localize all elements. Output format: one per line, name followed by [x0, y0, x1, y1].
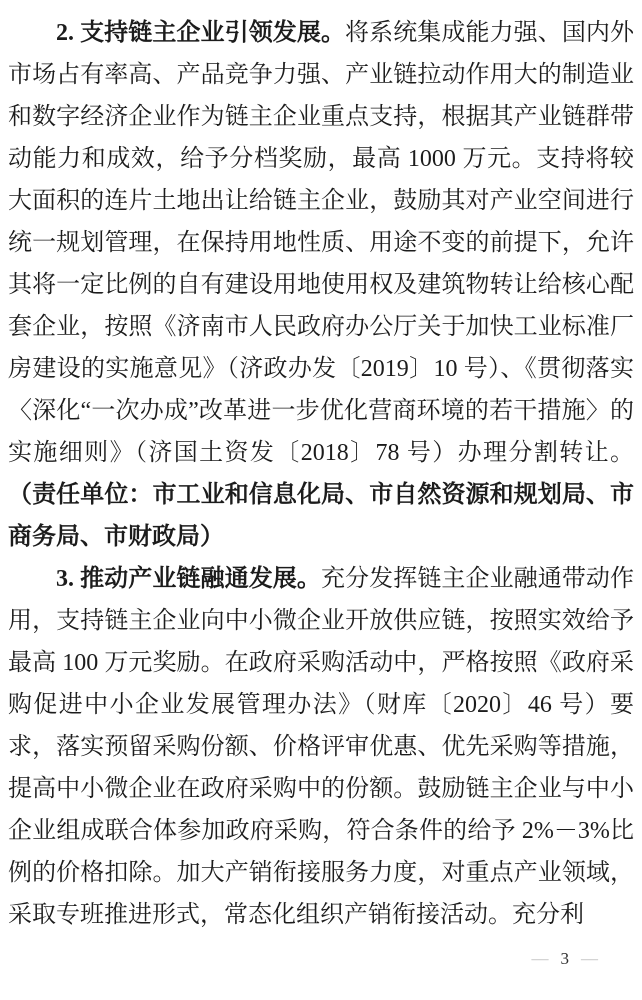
item-3-heading: 3. 推动产业链融通发展。 [56, 566, 321, 592]
page-footer [532, 949, 599, 969]
item-2-body-text: 将系统集成能力强、国内外市场占有率高、产品竞争力强、产业链拉动作用大的制造业和数字经济企业作为链主企业重点支持，根据其产业链群带动能力和成效，给予分档奖励，最高 1000 万元。支持将较大面积的连片土地出让给链主企业，鼓励其对产业空间进行统一规划管理，在保持用地性质、用途不变的前提下，允许其将一定比例的自有建设用地使用权及建筑物转让给核心配套企业，按照《济南市人民政府办公厅关于加快工业标准厂房建设的实施意见》（济政办发〔2019〕10 号）、《贯彻落实〈深化“一次办成”改革进一步优化营商环境的若干措施〉的实施细则》（济国土资发〔2018〕78 号）办理分割转让。 [8, 20, 635, 466]
document-body-text [8, 12, 634, 936]
paragraph-item-2 [8, 12, 634, 558]
item-2-responsible-units: （责任单位：市工业和信息化局、市自然资源和规划局、市商务局、市财政局） [8, 482, 634, 550]
item-2-heading: 2. 支持链主企业引领发展。 [56, 20, 346, 46]
footer-right-dash: — [581, 951, 598, 966]
page-number: 3 [560, 949, 569, 968]
footer-left-dash: — [531, 951, 549, 966]
item-3-body-text: 充分发挥链主企业融通带动作用，支持链主企业向中小微企业开放供应链，按照实效给予最高 100 万元奖励。在政府采购活动中，严格按照《政府采购促进中小企业发展管理办法》（财库〔2020〕46 号）要求，落实预留采购份额、价格评审优惠、优先采购等措施，提高中小微企业在政府采购中的份额。鼓励链主企业与中小企业组成联合体参加政府采购，符合条件的给予 2%－3%比例的价格扣除。加大产销衔接服务力度，对重点产业领域，采取专班推进形式，常态化组织产销衔接活动。充分利 [8, 566, 635, 928]
paragraph-item-3 [8, 558, 634, 936]
